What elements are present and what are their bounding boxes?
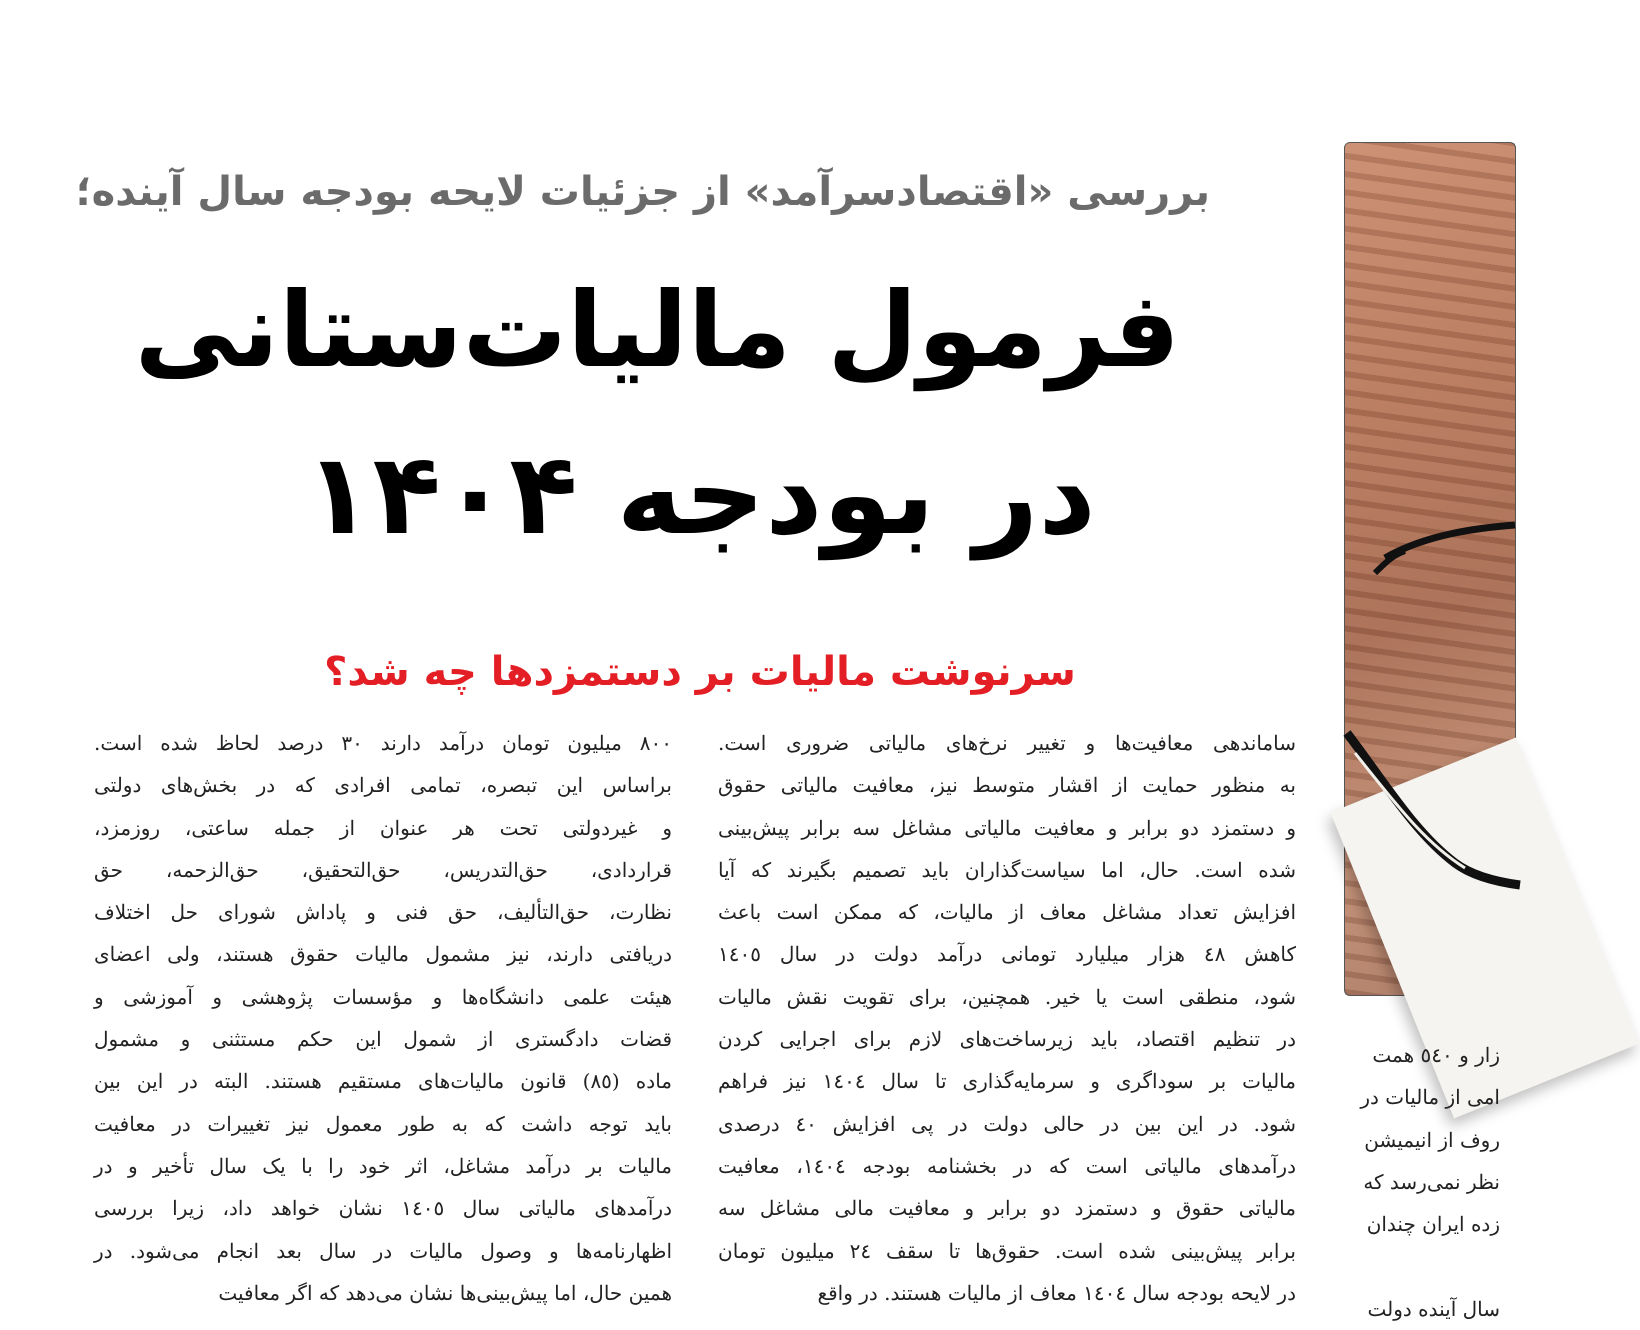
body-text-line: شده است. حال، اما سیاست‌گذاران باید تصمیم بگیرند که آیا	[718, 857, 1296, 882]
article-photo	[1344, 142, 1516, 996]
body-text-line: افزایش تعداد مشاغل معاف از مالیات، که ممکن است باعث	[718, 900, 1297, 925]
eyeglasses-icon	[1345, 143, 1515, 995]
body-text-line: مالیاتی حقوق و دستمزد دو برابر و معافیت مالی مشاغل سه	[718, 1196, 1296, 1221]
body-text-line: درآمدهای مالیاتی سال ١٤٠٥ نشان خواهد داد، زیرا بررسی	[94, 1196, 672, 1221]
body-text-line: باید توجه داشت که به طور معمول نیز تغییرات در معافیت	[94, 1111, 672, 1136]
body-text-line: هیئت علمی دانشگاه‌ها و مؤسسات پژوهشی و آموزشی و	[94, 984, 672, 1009]
article-subheadline: سرنوشت مالیات بر دستمزدها چه شد؟	[324, 649, 1076, 695]
side-text-line: روف از انیمیشن	[1364, 1127, 1500, 1152]
body-text-line: ماده (٨٥) قانون مالیات‌های مستقیم هستند. البته در این بین	[94, 1069, 673, 1094]
body-text-line: برابر پیش‌بینی شده است. حقوق‌ها تا سقف ٢٤ میلیون تومان	[718, 1238, 1296, 1263]
body-text-line: در تنظیم اقتصاد، باید زیرساخت‌های لازم برای اجرایی کردن	[718, 1027, 1296, 1052]
body-text-line: در لایحه بودجه سال ١٤٠٤ معاف از مالیات هستند. در واقع	[817, 1280, 1296, 1305]
body-text-line: قراردادی، حق‌التدریس، حق‌التحقیق، حق‌الزحمه، حق	[94, 857, 672, 882]
side-text-line: زده ایران چندان	[1366, 1212, 1500, 1237]
side-text-line: زار و ٥٤٠ همت	[1372, 1043, 1500, 1067]
body-text-line: ساماندهی معافیت‌ها و تغییر نرخ‌های مالیاتی ضروری است.	[718, 731, 1296, 755]
side-text-line: امی از مالیات در	[1360, 1085, 1500, 1110]
side-text-line: سال آینده دولت	[1367, 1296, 1500, 1321]
body-text-line: به منظور حمایت از اقشار متوسط نیز، معافیت مالیاتی حقوق	[718, 773, 1296, 798]
body-text-line: قضات دادگستری از شمول این حکم مستثنی و مشمول	[94, 1027, 672, 1052]
body-column-left	[94, 722, 672, 1316]
body-text-line: درآمدهای مالیاتی است که در بخشنامه بودجه ١٤٠٤، معافیت	[718, 1153, 1296, 1178]
body-text-line: شود. در این بین در حالی دولت در پی افزایش ٤٠ درصدی	[718, 1111, 1296, 1136]
side-text-line: نظر نمی‌رسد که	[1363, 1169, 1500, 1194]
side-text-line	[1342, 1245, 1500, 1287]
body-text-line: شود، منطقی است یا خیر. همچنین، برای تقویت نقش مالیات	[718, 984, 1296, 1009]
body-text-line: کاهش ٤٨ هزار میلیارد تومانی درآمد دولت در سال ١٤٠٥	[718, 942, 1296, 967]
body-text-line: و دستمزد دو برابر و معافیت مالیاتی مشاغل سه برابر پیش‌بینی	[718, 815, 1296, 840]
body-column-right	[718, 722, 1296, 1316]
article-headline	[134, 250, 1180, 580]
headline-line-2: در بودجه ۱۴۰۴	[304, 430, 1096, 560]
body-text-line: مالیات بر سوداگری و سرمایه‌گذاری تا سال ١٤٠٤ نیز فراهم	[718, 1069, 1296, 1094]
body-text-line: دریافتی دارند، نیز مشمول مالیات حقوق هستند، ولی اعضای	[94, 942, 672, 967]
body-text-line: ٨٠٠ میلیون تومان درآمد دارند ٣٠ درصد لحاظ شده است.	[94, 731, 672, 755]
body-text-line: مالیات بر درآمد مشاغل، اثر خود را با یک سال تأخیر و در	[94, 1153, 672, 1178]
body-text-line: همین حال، اما پیش‌بینی‌ها نشان می‌دهد که اگر معافیت	[218, 1280, 672, 1305]
side-column-text	[1342, 1034, 1500, 1321]
article-kicker: بررسی «اقتصادسرآمد» از جزئیات لایحه بودجه سال آینده؛	[75, 169, 1210, 215]
body-text-line: و غیردولتی تحت هر عنوان از جمله ساعتی، روزمزد،	[94, 815, 672, 840]
body-text-line: نظارت، حق‌التألیف، حق فنی و پاداش شورای حل اختلاف	[94, 900, 672, 925]
body-text-line: براساس این تبصره، تمامی افرادی که در بخش‌های دولتی	[94, 773, 672, 798]
headline-line-1: فرمول مالیات‌ستانی	[134, 269, 1180, 391]
body-text-line: اظهارنامه‌ها و وصول مالیات در سال بعد انجام می‌شود. در	[94, 1238, 672, 1263]
